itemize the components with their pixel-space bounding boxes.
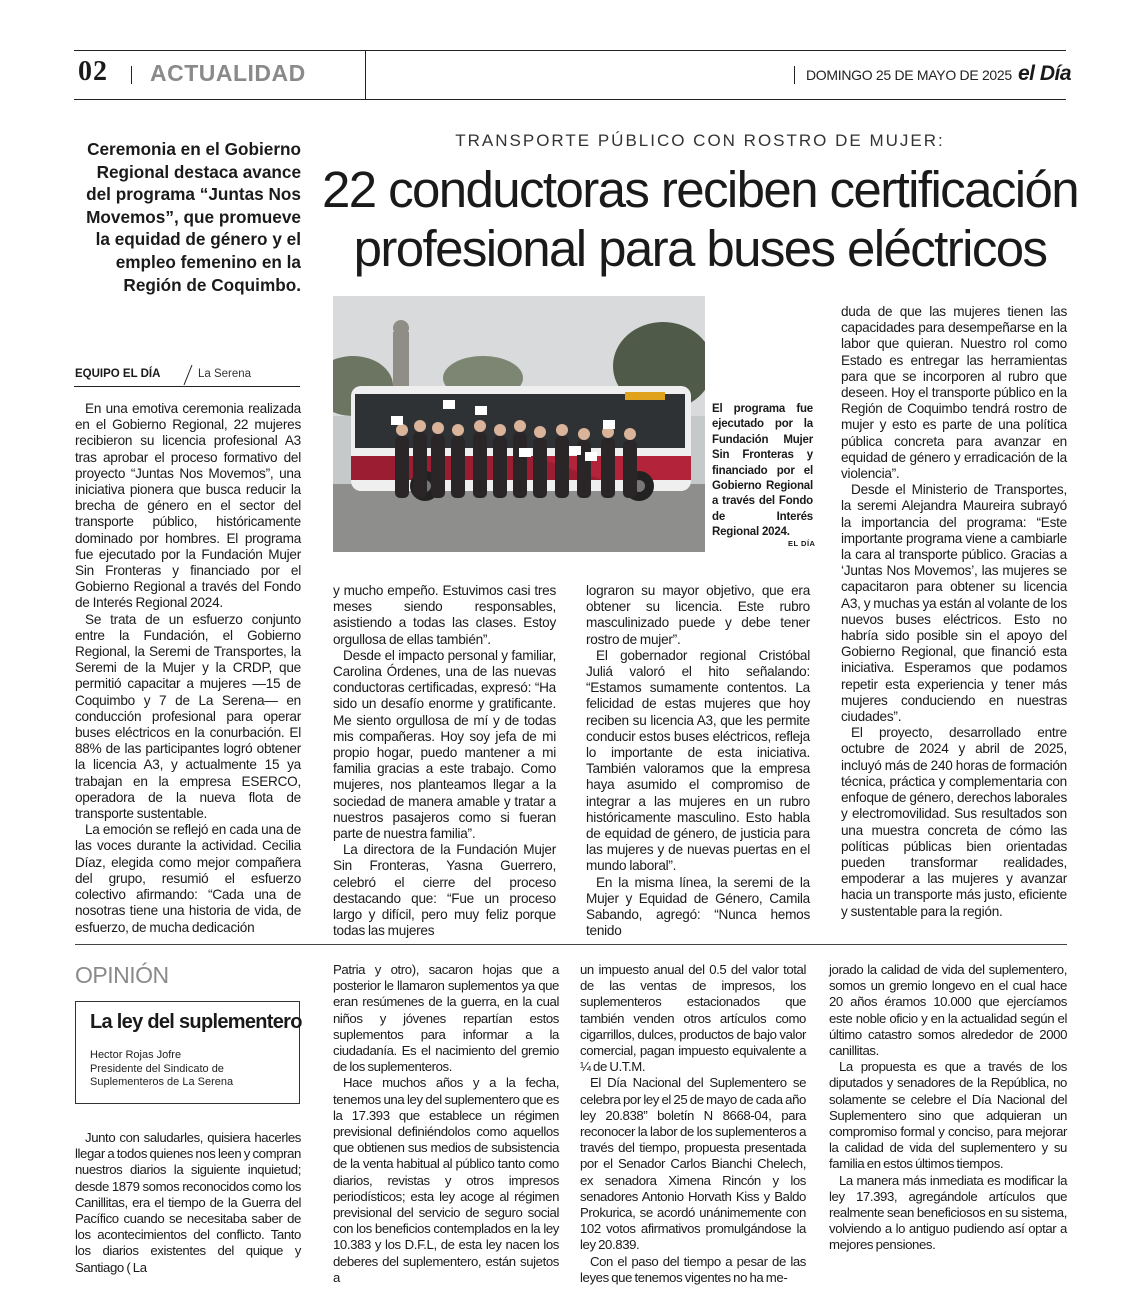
paragraph: La propuesta es que a través de los diputados y senadores de la República, no solamente se celebre el Día Nacional del Suplementero sino que adquieran un compromiso formal y conciso, para mejorar la calidad de vida del suplementero y su familia en estos últimos tiempos. — [829, 1059, 1067, 1172]
paragraph: un impuesto anual del 0.5 del valor total de las ventas de impresos, los suplementeros estacionados que también venden otros artículos como cigarrillos, dulces, productos de bajo valor comercial, pagan impuesto equivalente a ¼ de U.T.M. — [580, 962, 806, 1075]
paragraph: duda de que las mujeres tienen las capacidades para desempeñarse en la labor que quieran. Nuestro rol como Estado es entregar las herramientas para que se incorporen al rubro que deseen. Hoy el transporte público en la Región de Coquimbo tendrá rostro de mujer y esto es parte de una política pública concreta para avanzar en equidad de género y erradicación de la violencia”. — [841, 304, 1067, 482]
article-column-1 — [75, 401, 301, 936]
paragraph: La emoción se reflejó en cada una de las voces durante la actividad. Cecilia Díaz, elegida como mejor compañera del grupo, resumió el esfuerzo colectivo afirmando: “Cada una de nosotras tiene una historia de vida, de esfuerzo, de mucha dedicación — [75, 822, 301, 935]
paragraph: Desde el impacto personal y familiar, Carolina Órdenes, una de las nuevas conductoras certificadas, expresó: “Ha sido un desafío enorme y gratificante. Me siento orgullosa de mí y de todas mis compañeras. Hoy soy jefa de mi propio hogar, puedo mantener a mi familia gracias a este trabajo. Como mujeres, nos planteamos llegar a la sociedad de manera amable y tratar a nuestros pasajeros como si fueran parte de nuestra familia”. — [333, 647, 556, 842]
article-headline — [318, 160, 1082, 278]
top-rule — [74, 50, 1066, 51]
paragraph: jorado la calidad de vida del suplementero, somos un gremio longevo en el cual hace 20 años éramos 10.000 que ejercíamos este noble oficio y en la actualidad según el último catastro somos alrededor de 2000 canillitas. — [829, 962, 1067, 1059]
article-kicker: TRANSPORTE PÚBLICO CON ROSTRO DE MUJER: — [455, 131, 945, 150]
paragraph: Con el paso del tiempo a pesar de las leyes que tenemos vigentes no ha me- — [580, 1253, 806, 1285]
photo-illustration — [333, 296, 705, 552]
opinion-column-4 — [829, 962, 1067, 1254]
paragraph: Hace muchos años y a la fecha, tenemos una ley del suplementero que es la 17.393 que establece un régimen previsional definiéndolos como aquellos que obtienen sus medios de subsistencia de la venta habitual al público tanto como diarios, revistas y otros impresos periodísticos; esta ley acoge al régimen previsional del servicio de seguro social con los beneficios contemplados en la ley 10.383 y los D.F.L, de esta ley nacen los deberes del suplementero, están sujetos a — [333, 1075, 559, 1285]
article-column-4 — [841, 304, 1067, 920]
paragraph: Junto con saludarles, quisiera hacerles llegar a todos quienes nos leen y compran nuestros diarios la siguiente inquietud; desde 1879 somos reconocidos como los Canillitas, era el tiempo de la Guerra del Pacífico cuando se necesitaba saber de los acontecimientos del conflicto. Tanto los diarios existentes del quique y Santiago ( La — [75, 1130, 301, 1275]
paragraph: Desde el Ministerio de Transportes, la seremi Alejandra Maureira subrayó la importancia del programa: “Este importante programa viene a cambiarle la cara al transporte público. Gracias a ‘Juntas Nos Movemos’, las mujeres se capacitaron para obtener su licencia A3, y muchas ya están al volante de los nuevos buses eléctricos. Esto no habría sido posible sin el apoyo del Gobierno Regional, que financió esta iniciativa. Esperamos que podamos repetir esta experiencia y tener más mujeres conduciendo en nuestras ciudades”. — [841, 482, 1067, 725]
author-name: Hector Rojas Jofre — [90, 1049, 182, 1061]
paragraph: En una emotiva ceremonia realizada en el Gobierno Regional, 22 mujeres recibieron su licencia profesional A3 tras aprobar el proceso formativo del proyecto “Juntas Nos Movemos”, una iniciativa pionera que busca reducir la brecha de género en el sector del transporte público, históricamente dominado por hombres. El programa fue ejecutado por la Fundación Mujer Sin Fronteras y financiado por el Gobierno Regional a través del Fondo de Interés Regional 2024. — [75, 401, 301, 611]
opinion-column-3 — [580, 962, 806, 1286]
byline-rule — [74, 386, 300, 387]
headline-line-2: profesional para buses eléctricos — [353, 220, 1047, 277]
paragraph: La manera más inmediata es modificar la ley 17.393, agregándole artículos que realmente sean beneficiosos en su sistema, volviendo a lo antiguo pudiendo así optar a mejores pensiones. — [829, 1172, 1067, 1253]
author-role: Presidente del Sindicato de — [90, 1062, 224, 1075]
header-divider-long — [365, 50, 366, 100]
news-photo — [333, 296, 705, 552]
section-title: ACTUALIDAD — [150, 60, 306, 86]
header-bottom-rule — [74, 99, 1066, 100]
paragraph: El gobernador regional Cristóbal Juliá valoró el hito señalando: “Estamos sumamente contentos. La felicidad de estas mujeres que hoy reciben su licencia A3, que les permite conducir estos buses eléctricos, refleja lo importante de esta iniciativa. También valoramos que la empresa haya asumido el compromiso de integrar a las mujeres en un rubro históricamente masculino. Esto habla de equidad de género, de justicia para las mujeres y de nuevas puertas en el mundo laboral”. — [586, 647, 810, 874]
paragraph: El Día Nacional del Suplementero se celebra por ley el 25 de mayo de cada año ley 20.838” boletín N 8668-04, para reconocer la labor de los suplementeros a través del tiempo, propuesta presentada por el Senador Carlos Bianchi Chelech, ex senadora Ximena Rincón y los senadores Antonio Horvath Kiss y Baldo Prokurica, se acordó unánimemente con 102 votos afirmativos promulgándose la ley 20.839. — [580, 1075, 806, 1253]
article-deck: Ceremonia en el Gobierno Regional destaca avance del programa “Juntas Nos Movemos”, que promueve la equidad de género y el empleo femenino en la Región de Coquimbo. — [86, 139, 301, 295]
opinion-column-1 — [75, 1130, 301, 1276]
newspaper-logo: el Día — [1018, 62, 1072, 85]
opinion-label: OPINIÓN — [75, 962, 169, 988]
paragraph: y mucho empeño. Estuvimos casi tres meses siendo responsables, asistiendo a todas las clases. Estoy orgullosa de ellas también”. — [333, 583, 556, 647]
byline-city: La Serena — [198, 368, 252, 380]
opinion-column-2 — [333, 962, 559, 1286]
paragraph: Se trata de un esfuerzo conjunto entre la Fundación, el Gobierno Regional, la Seremi de Transportes, la Seremi de la Mujer y la CRDP, que permitió capacitar a mujeres —15 de Coquimbo y 7 de La Serena— en conducción profesional para operar buses eléctricos en la conurbación. El 88% de las participantes logró obtener la licencia A3, y actualmente 15 ya trabajan en la empresa ESERCO, operadora de la nueva flota de transporte sustentable. — [75, 611, 301, 822]
paragraph: El proyecto, desarrollado entre octubre de 2024 y abril de 2025, incluyó más de 240 horas de formación técnica, práctica y complementaria con enfoque de género, derechos laborales y electromovilidad. Sus resultados son una muestra concreta de cómo las políticas públicas bien orientadas pueden transformar realidades, empoderar a las mujeres y avanzar hacia un transporte más justo, eficiente y sustentable para la región. — [841, 725, 1067, 919]
byline: EQUIPO EL DÍA — [75, 368, 161, 380]
opinion-author — [90, 1049, 233, 1090]
author-org: Suplementeros de La Serena — [90, 1076, 234, 1089]
headline-line-1: 22 conductoras reciben certificación — [321, 161, 1078, 218]
paragraph: lograron su mayor objetivo, que era obtener su licencia. Este rubro masculinizado puede y debe tener rostro de mujer”. — [586, 583, 810, 647]
photo-caption: El programa fue ejecutado por la Fundación Mujer Sin Fronteras y financiado por el Gobierno Regional a través del Fondo de Interés Regional 2024. — [712, 403, 813, 539]
paragraph: La directora de la Fundación Mujer Sin Fronteras, Yasna Guerrero, celebró el cierre del proceso destacando que: “Fue un proceso largo y difícil, pero muy feliz porque todas las mujeres — [333, 842, 556, 939]
header-divider — [131, 66, 132, 84]
section-separator — [75, 944, 1067, 945]
issue-date: DOMINGO 25 DE MAYO DE 2025 — [806, 67, 1012, 83]
opinion-title: La ley del suplementero — [90, 1011, 302, 1033]
paragraph: Patria y otro), sacaron hojas que a posterior le llamaron suplementos ya que eran resúmenes de la guerra, en la cual niños y jóvenes repartían estos suplementos para informar a la ciudadanía. Es el nacimiento del gremio de los suplementeros. — [333, 962, 559, 1075]
header-divider-date — [794, 66, 795, 84]
paragraph: En la misma línea, la seremi de la Mujer y Equidad de Género, Camila Sabando, agregó: “Nunca hemos tenido — [586, 874, 810, 939]
article-column-3 — [586, 583, 810, 939]
byline-slash — [182, 364, 194, 386]
photo-credit: EL DÍA — [788, 539, 816, 548]
article-column-2 — [333, 583, 556, 939]
page-number: 02 — [78, 56, 108, 87]
